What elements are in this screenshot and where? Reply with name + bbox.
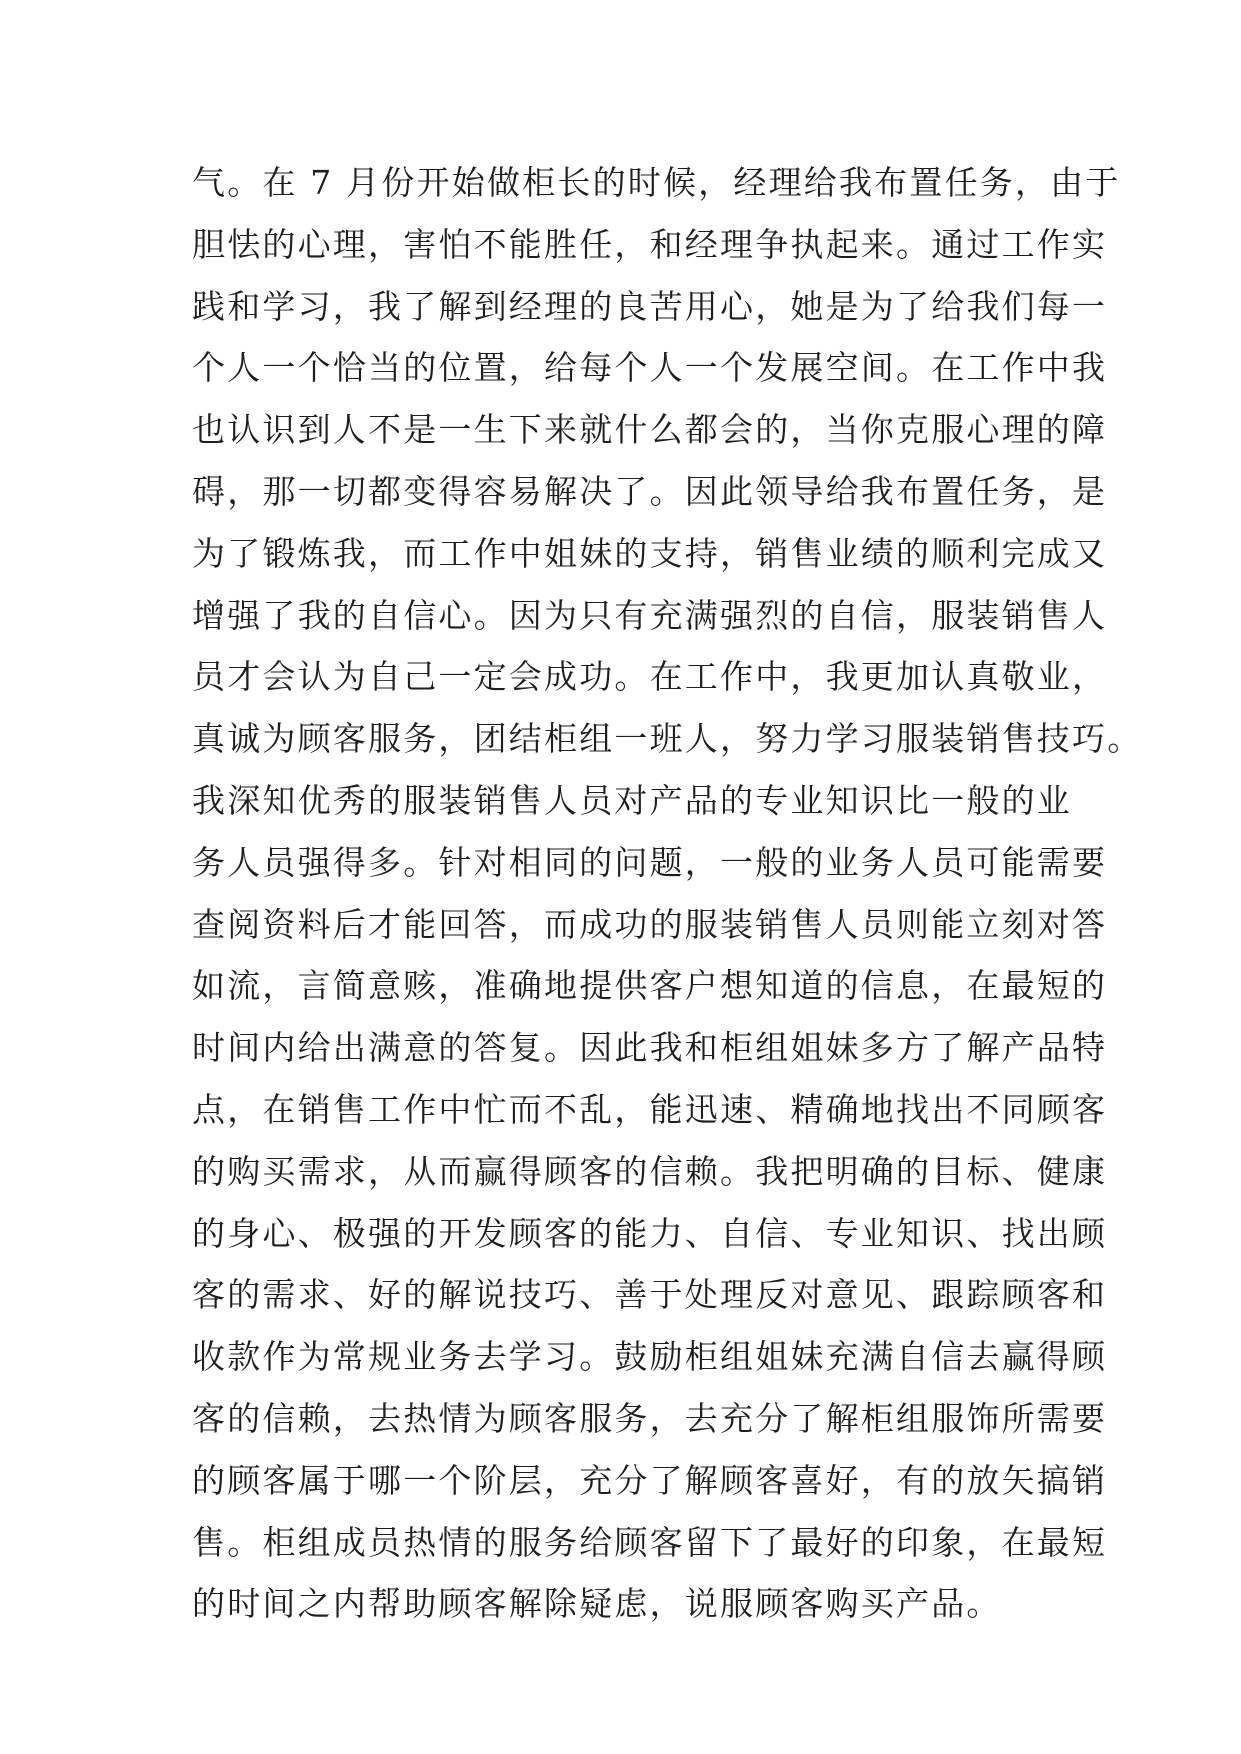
text-line: 个人一个恰当的位置，给每个人一个发展空间。在工作中我 [192,348,1108,388]
text-line: 增强了我的自信心。因为只有充满强烈的自信，服装销售人 [192,595,1108,635]
text-line: 务人员强得多。针对相同的问题，一般的业务人员可能需要 [192,842,1108,882]
text-line: 客的信赖，去热情为顾客服务，去充分了解柜组服饰所需要 [192,1398,1108,1438]
text-line: 客的需求、好的解说技巧、善于处理反对意见、跟踪顾客和 [192,1275,1108,1315]
body-text [192,152,1143,1635]
text-line: 员才会认为自己一定会成功。在工作中，我更加认真敬业， [192,657,1108,697]
text-line: 时间内给出满意的答复。因此我和柜组姐妹多方了解产品特 [192,1028,1108,1068]
text-line: 碍，那一切都变得容易解决了。因此领导给我布置任务，是 [192,471,1108,511]
text-line: 的身心、极强的开发顾客的能力、自信、专业知识、找出顾 [192,1213,1108,1253]
text-line: 如流，言简意赅，准确地提供客户想知道的信息，在最短的 [192,966,1108,1006]
text-line: 售。柜组成员热情的服务给顾客留下了最好的印象，在最短 [192,1522,1108,1562]
text-line: 气。在 7 月份开始做柜长的时候，经理给我布置任务，由于 [192,163,1121,202]
text-line: 真诚为顾客服务，团结柜组一班人，努力学习服装销售技巧。 [192,719,1143,759]
text-line: 我深知优秀的服装销售人员对产品的专业知识比一般的业 [192,780,1072,820]
text-line: 的购买需求，从而赢得顾客的信赖。我把明确的目标、健康 [192,1151,1108,1191]
text-line: 的顾客属于哪一个阶层，充分了解顾客喜好，有的放矢搞销 [192,1460,1108,1500]
text-line: 也认识到人不是一生下来就什么都会的，当你克服心理的障 [192,410,1108,450]
text-line: 点，在销售工作中忙而不乱，能迅速、精确地找出不同顾客 [192,1089,1108,1129]
text-line: 为了锻炼我，而工作中姐妹的支持，销售业绩的顺利完成又 [192,533,1108,573]
text-line: 的时间之内帮助顾客解除疑虑，说服顾客购买产品。 [192,1584,1002,1624]
text-line: 收款作为常规业务去学习。鼓励柜组姐妹充满自信去赢得顾 [192,1337,1108,1377]
text-line: 胆怯的心理，害怕不能胜任，和经理争执起来。通过工作实 [192,224,1108,264]
text-line: 践和学习，我了解到经理的良苦用心，她是为了给我们每一 [192,286,1108,326]
text-line: 查阅资料后才能回答，而成功的服装销售人员则能立刻对答 [192,904,1108,944]
